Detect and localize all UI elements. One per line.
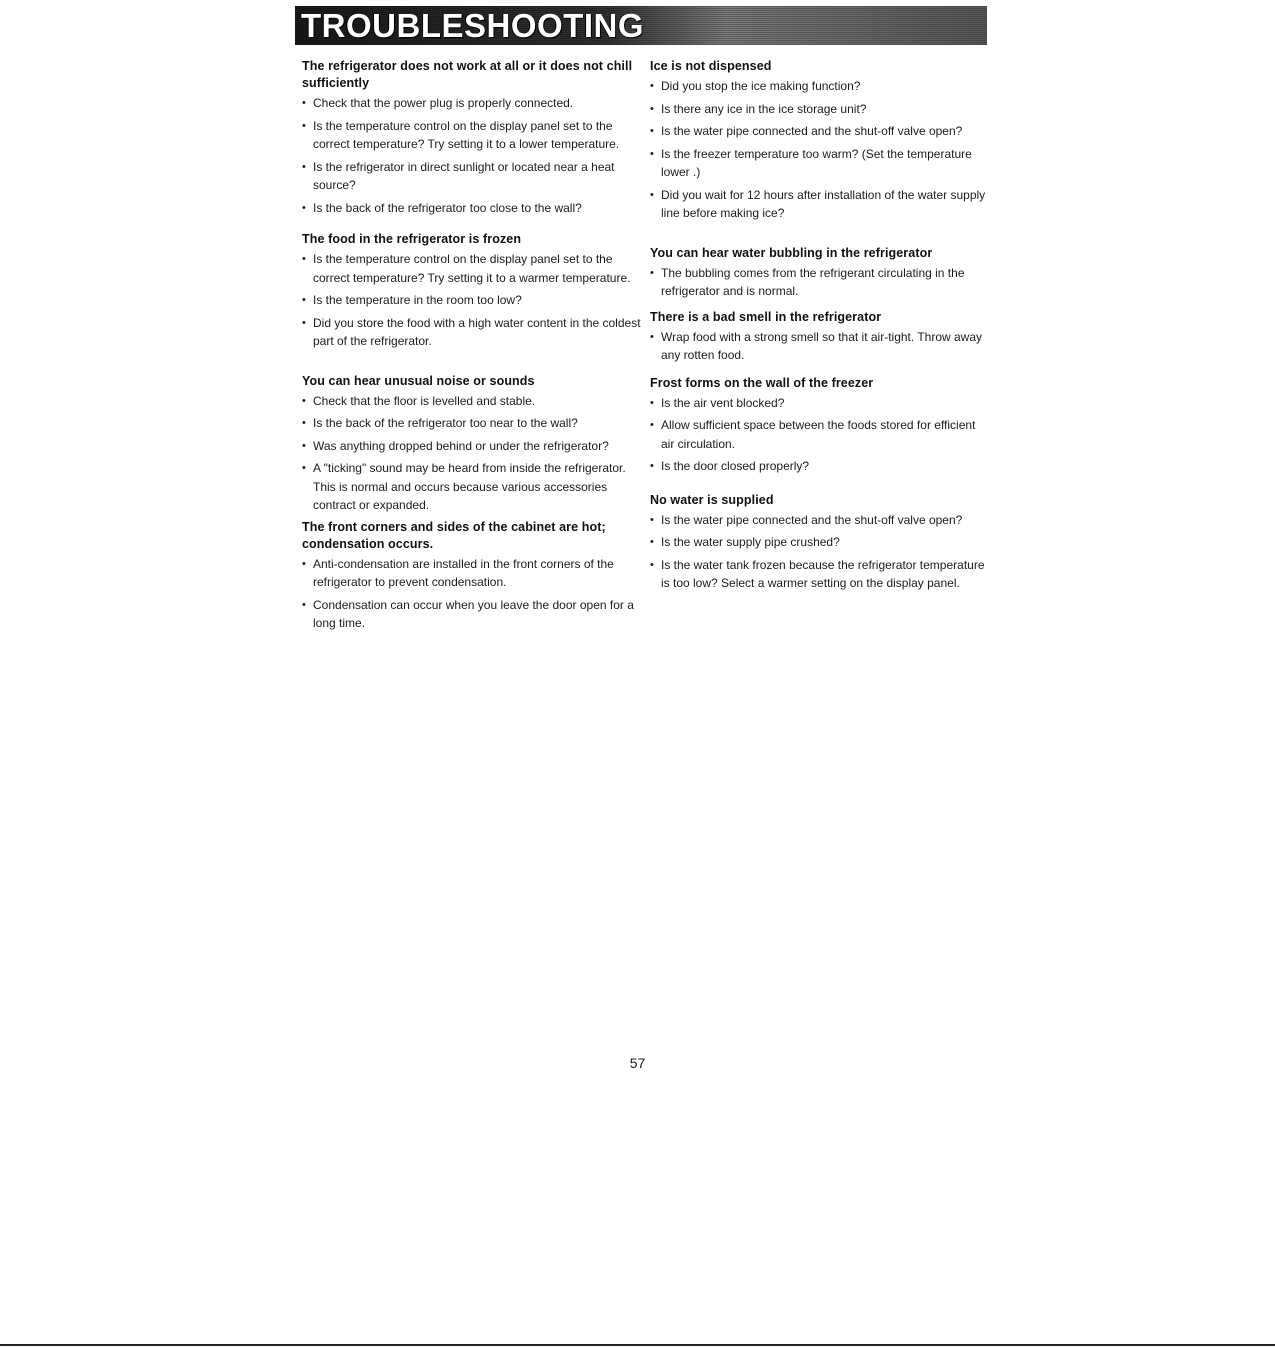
list-item: • Is the air vent blocked? (650, 394, 990, 413)
list-item: • Is the water pipe connected and the shut-off valve open? (650, 122, 990, 141)
section-heading: The refrigerator does not work at all or it does not chill sufficiently (302, 59, 633, 90)
list-item: • Is the temperature control on the display panel set to the correct temperature? Try setting it to a lower temperature. (302, 118, 620, 151)
bullet-icon: • (650, 125, 654, 137)
list-item: • Allow sufficient space between the foods stored for efficient air circulation. (650, 418, 976, 451)
bullet-icon: • (302, 394, 306, 407)
section-heading: No water is supplied (650, 492, 774, 507)
section-cabinet-hot (302, 519, 642, 633)
list-item: • Check that the floor is levelled and stable. (302, 392, 642, 411)
section-heading: The food in the refrigerator is frozen (302, 232, 522, 246)
section-heading: You can hear water bubbling in the refrigerator (650, 245, 933, 260)
bullet-icon: • (302, 439, 306, 452)
bullet-icon: • (302, 97, 306, 109)
item-list (302, 250, 642, 351)
list-item: • A "ticking" sound may be heard from inside the refrigerator. This is normal and occurs because various accessories contract or expanded. (302, 461, 626, 512)
section-not-chilling (302, 58, 642, 217)
bullet-icon: • (302, 462, 306, 474)
list-item: • Did you wait for 12 hours after installation of the water supply line before making ice? (650, 187, 986, 220)
list-item: • Check that the power plug is properly connected. (302, 94, 642, 113)
bullet-icon: • (650, 396, 654, 409)
list-item: • Is the freezer temperature too warm? (Set the temperature lower .) (650, 146, 972, 179)
bullet-icon: • (302, 598, 306, 611)
item-list (650, 328, 990, 365)
section-ice-not-dispensed (650, 58, 990, 223)
bullet-icon: • (650, 536, 654, 548)
list-item: • Condensation can occur when you leave the door open for a long time. (302, 597, 634, 630)
section-bad-smell (650, 309, 990, 365)
bullet-icon: • (302, 119, 306, 132)
bullet-icon: • (650, 513, 654, 526)
list-item: • Is there any ice in the ice storage unit? (650, 100, 990, 119)
list-item: • Is the door closed properly? (650, 457, 990, 476)
list-item: • Is the water tank frozen because the refrigerator temperature is too low? Select a warmer setting on the display panel. (650, 557, 985, 590)
item-list (302, 94, 642, 217)
section-heading: There is a bad smell in the refrigerator (650, 309, 882, 324)
bullet-icon: • (650, 330, 654, 343)
list-item: • Is the temperature in the room too low? (302, 291, 642, 310)
section-unusual-noise (302, 373, 642, 515)
page-number: 57 (629, 1055, 646, 1071)
list-item: • Is the water supply pipe crushed? (650, 533, 990, 552)
list-item: • Is the back of the refrigerator too close to the wall? (302, 199, 642, 218)
section-food-frozen (302, 231, 642, 351)
list-item: • Is the water pipe connected and the shut-off valve open? (650, 511, 990, 530)
bullet-icon: • (650, 558, 654, 571)
list-item: • Did you store the food with a high water content in the coldest part of the refrigerator. (302, 315, 641, 348)
list-item: • Is the refrigerator in direct sunlight or located near a heat source? (302, 159, 615, 192)
item-list (650, 264, 990, 301)
right-column (650, 58, 990, 597)
list-item: • The bubbling comes from the refrigerant circulating in the refrigerator and is normal. (650, 265, 965, 298)
item-list (650, 511, 990, 593)
left-column (302, 58, 642, 637)
bullet-icon: • (650, 188, 654, 201)
section-heading: Frost forms on the wall of the freezer (650, 375, 874, 390)
section-heading: Ice is not dispensed (650, 59, 772, 73)
bullet-icon: • (650, 419, 654, 431)
bullet-icon: • (302, 160, 306, 173)
section-frost-forms (650, 375, 990, 476)
list-item: • Is the back of the refrigerator too near to the wall? (302, 414, 642, 433)
bullet-icon: • (302, 294, 306, 306)
bullet-icon: • (650, 102, 654, 115)
page-title: TROUBLESHOOTING (301, 7, 644, 44)
section-heading: You can hear unusual noise or sounds (302, 373, 535, 388)
bullet-icon: • (650, 80, 654, 92)
bullet-icon: • (302, 201, 306, 214)
item-list (650, 77, 990, 223)
list-item: • Did you stop the ice making function? (650, 77, 990, 96)
section-no-water (650, 492, 990, 593)
bullet-icon: • (302, 557, 306, 570)
item-list (302, 392, 642, 515)
bottom-divider (0, 1344, 1275, 1346)
bullet-icon: • (650, 147, 654, 160)
list-item: • Anti-condensation are installed in the front corners of the refrigerator to prevent condensation. (302, 556, 614, 589)
bullet-icon: • (650, 266, 654, 279)
item-list (650, 394, 990, 476)
bullet-icon: • (302, 253, 306, 265)
bullet-icon: • (302, 417, 306, 429)
item-list (302, 555, 642, 633)
title-banner (295, 6, 987, 45)
section-water-bubbling (650, 245, 990, 301)
list-item: • Wrap food with a strong smell so that it air-tight. Throw away any rotten food. (650, 329, 983, 362)
list-item: • Was anything dropped behind or under the refrigerator? (302, 437, 642, 456)
bullet-icon: • (302, 316, 306, 329)
section-heading: The front corners and sides of the cabinet are hot; condensation occurs. (302, 519, 606, 551)
bullet-icon: • (650, 460, 654, 472)
list-item: • Is the temperature control on the display panel set to the correct temperature? Try setting it to a warmer temperature. (302, 252, 631, 285)
